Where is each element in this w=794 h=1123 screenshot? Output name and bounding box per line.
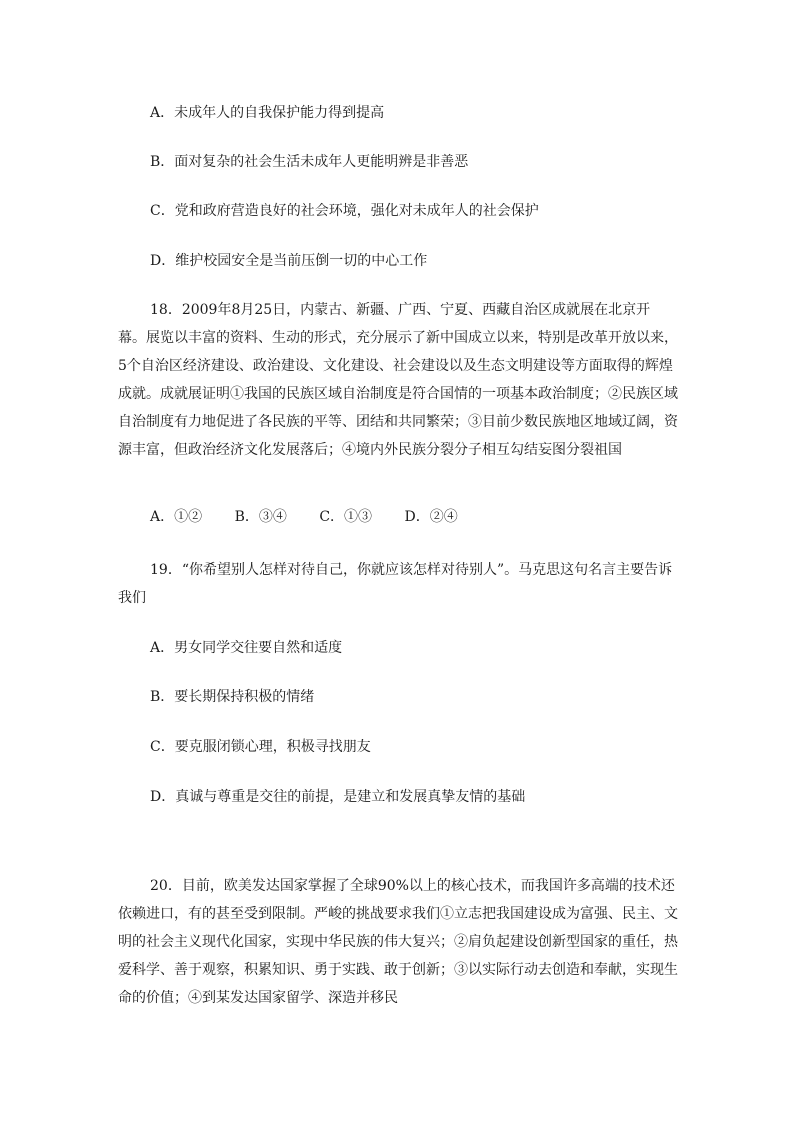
q19-option-c: C．要克服闭锁心理，积极寻找朋友 [150, 739, 371, 755]
q19-text: 19．“你希望别人怎样对待自己，你就应该怎样对待别人”。马克思这句名言主要告诉我们 [118, 562, 673, 606]
q18-choices [150, 507, 486, 527]
q18-choice-a: A．①② [150, 509, 203, 525]
q19-option-a: A．男女同学交往要自然和适度 [150, 640, 343, 656]
q17-option-c: C．党和政府营造良好的社会环境，强化对未成年人的社会保护 [150, 203, 539, 219]
q19-option-b: B．要长期保持积极的情绪 [150, 689, 315, 705]
q17-option-d: D．维护校园安全是当前压倒一切的中心工作 [150, 253, 428, 269]
q18-choice-d: D．②④ [404, 509, 458, 525]
q18-choice-b: B．③④ [234, 509, 287, 525]
q18-choice-c: C．①③ [319, 509, 373, 525]
q17-option-b: B．面对复杂的社会生活未成年人更能明辨是非善恶 [150, 154, 469, 170]
q18-question [118, 296, 678, 464]
q18-text: 18．2009年8月25日，内蒙古、新疆、广西、宁夏、西藏自治区成就展在北京开幕。展览以丰富的资料、生动的形式，充分展示了新中国成立以来，特别是改革开放以来，5个自治区经济建设、政治建设、文化建设、社会建设以及生态文明建设等方面取得的辉煌成就。成就展证明①我国的民族区域自治制度是符合国情的一项基本政治制度；②民族区域自治制度有力地促进了各民族的平等、团结和共同繁荣；③目前少数民族地区地域辽阔，资源丰富，但政治经济文化发展落后；④境内外民族分裂分子相互勾结妄图分裂祖国 [118, 302, 678, 458]
q19-question [118, 556, 678, 612]
q17-option-a: A．未成年人的自我保护能力得到提高 [150, 105, 385, 121]
q20-text: 20．目前，欧美发达国家掌握了全球90%以上的核心技术，而我国许多高端的技术还依赖进口，有的甚至受到限制。严峻的挑战要求我们①立志把我国建设成为富强、民主、文明的社会主义现代化国家，实现中华民族的伟大复兴；②肩负起建设创新型国家的重任，热爱科学、善于观察，积累知识、勇于实践、敢于创新；③以实际行动去创造和奉献，实现生命的价值；④到某发达国家留学、深造并移民 [118, 878, 678, 1006]
q20-question [118, 872, 678, 1012]
q19-option-d: D．真诚与尊重是交往的前提，是建立和发展真挚友情的基础 [150, 789, 526, 805]
